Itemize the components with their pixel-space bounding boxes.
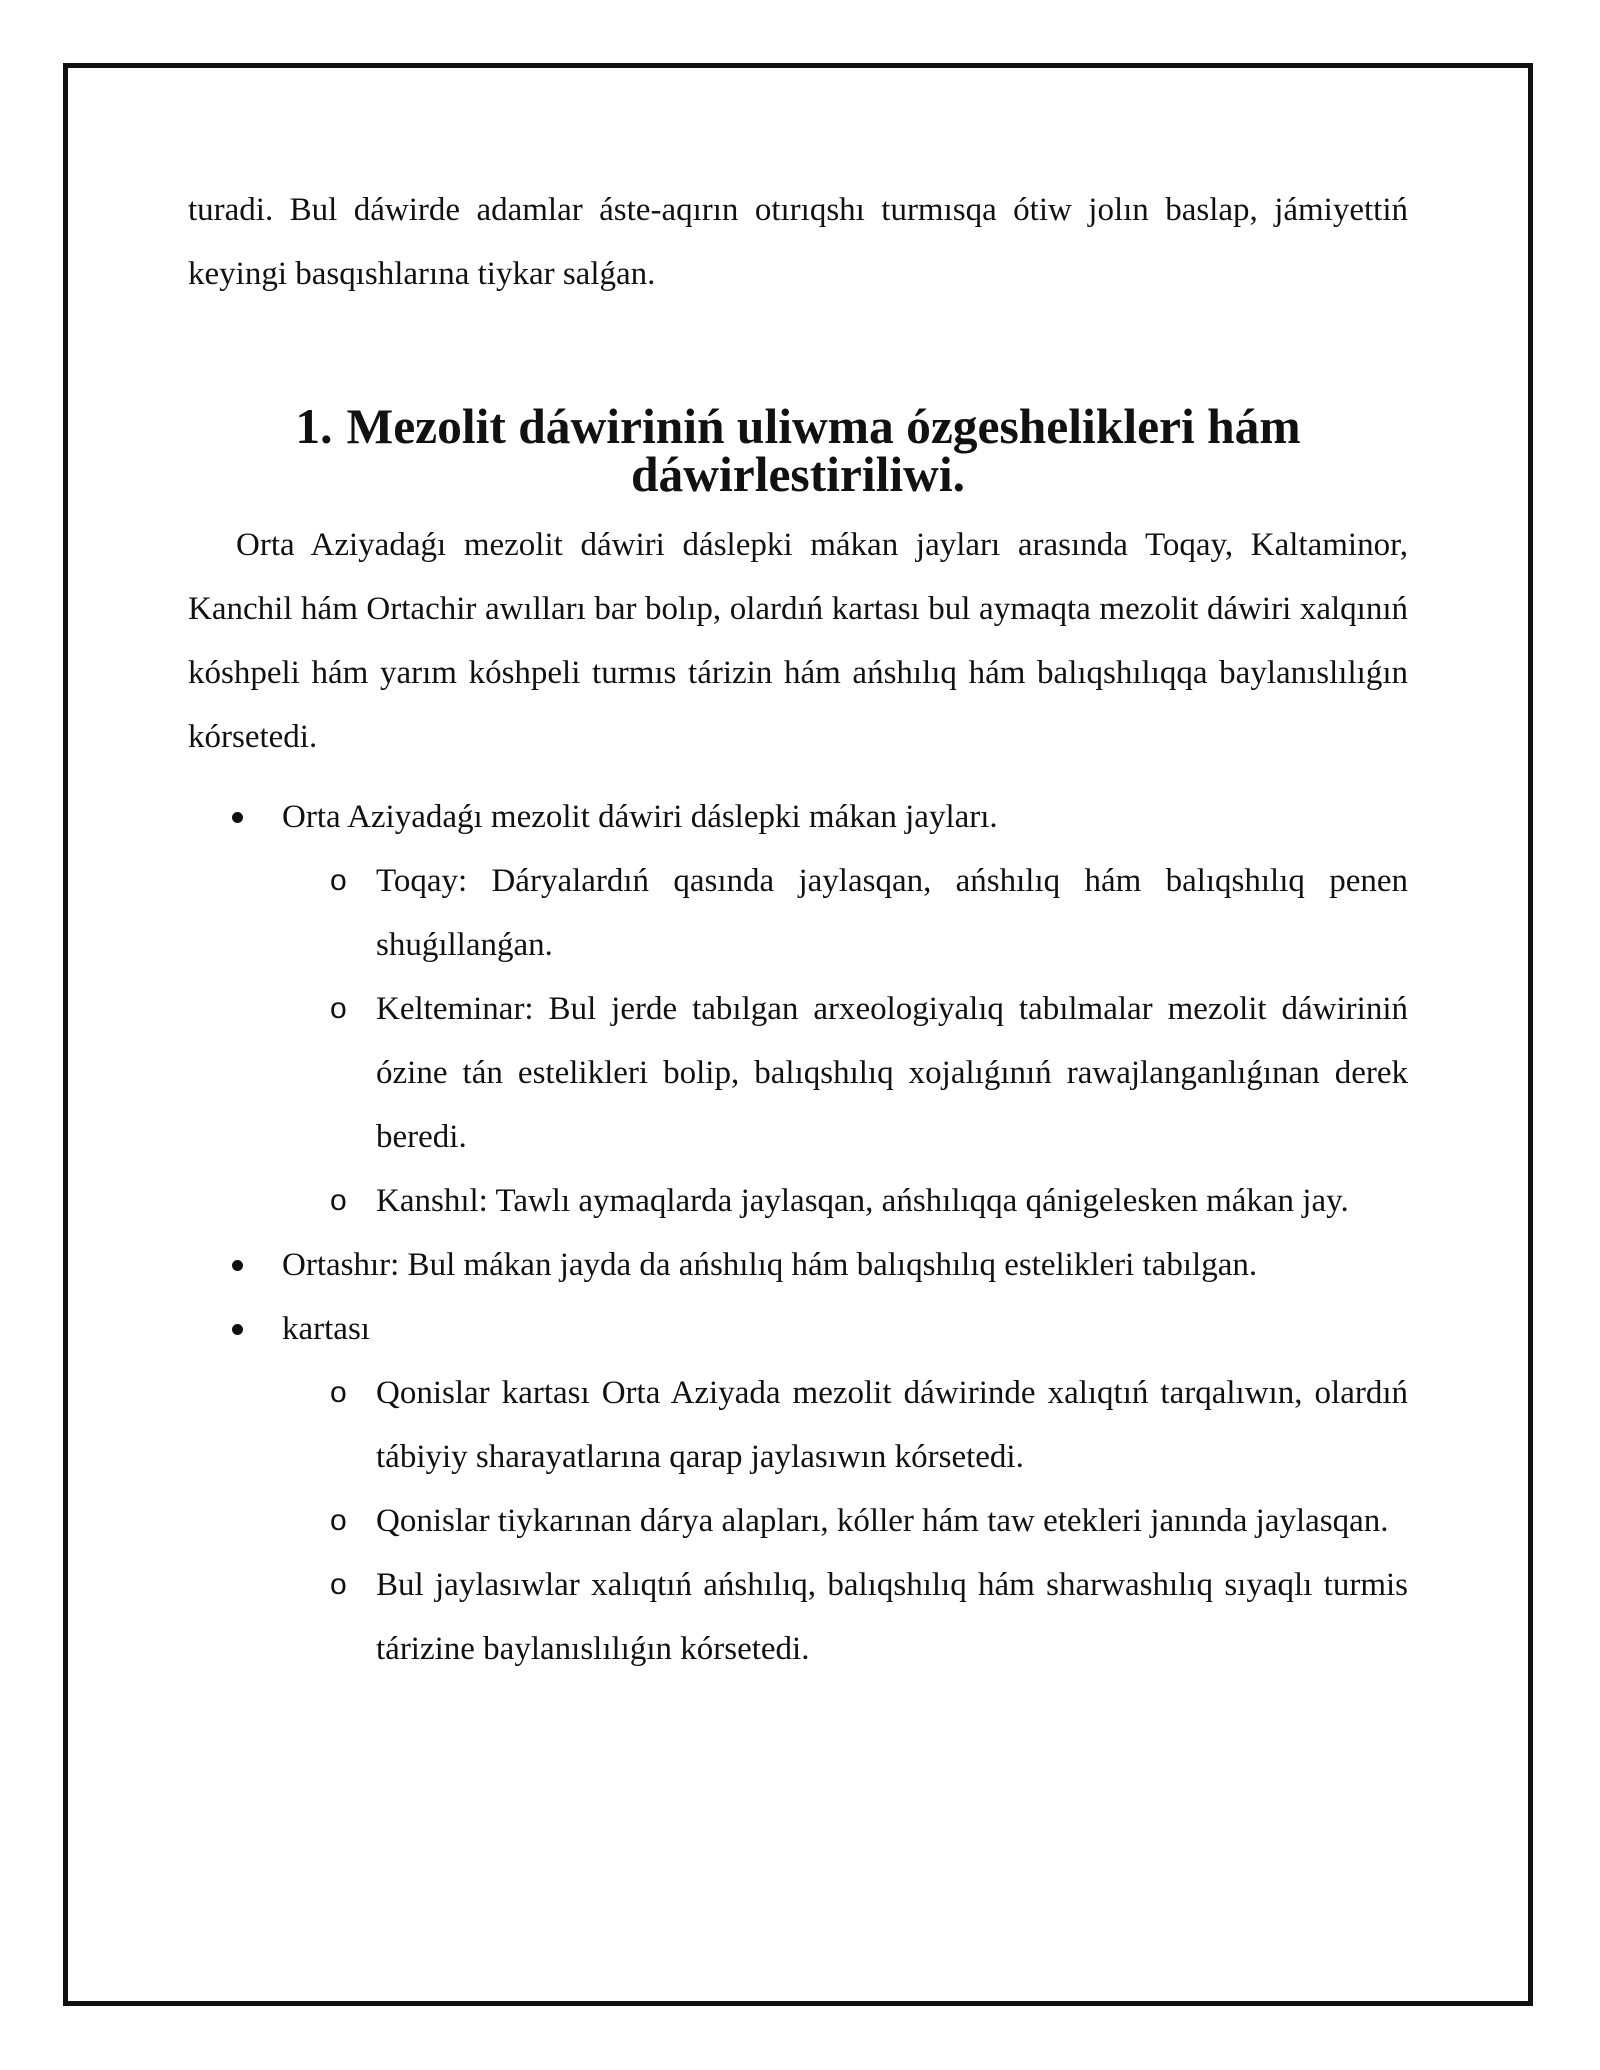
- sub-item: [188, 1361, 1408, 1489]
- circle-bullet-icon: o: [330, 992, 347, 1025]
- bullet-dot-icon: [232, 812, 243, 823]
- circle-bullet-icon: o: [330, 1504, 347, 1537]
- circle-bullet-icon: o: [330, 1376, 347, 1409]
- bullet-item: [188, 1233, 1408, 1297]
- sub-item: [188, 849, 1408, 977]
- bullet-dot-icon: [232, 1260, 243, 1271]
- circle-bullet-icon: o: [330, 1184, 347, 1217]
- sub-item: [188, 1489, 1408, 1553]
- sub-list: [188, 849, 1408, 1233]
- intro-paragraph: turadi. Bul dáwirde adamlar áste-aqırın otırıqshı turmısqa ótiw jolın baslap, jámiyettiń keyingi basqıshlarına tiykar salǵan.: [188, 192, 1408, 292]
- document-body: [188, 178, 1408, 1681]
- section-number: 1.: [295, 399, 333, 454]
- section-heading: [188, 399, 1408, 513]
- bullet-text: Ortashır: Bul mákan jayda da ańshılıq hám balıqshılıq estelikleri tabılgan.: [282, 1247, 1258, 1283]
- sub-item: [188, 977, 1408, 1169]
- sub-item-text: Toqay: Dáryalardıń qasında jaylasqan, ańshılıq hám balıqshılıq penen shuǵıllanǵan.: [376, 863, 1408, 963]
- bullet-list: [188, 785, 1408, 1681]
- sub-item-text: Kanshıl: Tawlı aymaqlarda jaylasqan, ańshılıqqa qánigelesken mákan jay.: [376, 1183, 1349, 1219]
- sub-item-text: Qonislar kartası Orta Aziyada mezolit dáwirinde xalıqtıń tarqalıwın, olardıń tábiyiy sharayatlarına qarap jaylasıwın kórsetedi.: [376, 1375, 1408, 1475]
- bullet-text: Orta Aziyadaǵı mezolit dáwiri dáslepki mákan jayları.: [282, 799, 998, 835]
- sub-item: [188, 1169, 1408, 1233]
- bullet-item: [188, 1297, 1408, 1681]
- circle-bullet-icon: o: [330, 864, 347, 897]
- bullet-item: [188, 785, 1408, 1233]
- circle-bullet-icon: o: [330, 1568, 347, 1601]
- sub-item-text: Kelteminar: Bul jerde tabılgan arxeologiyalıq tabılmalar mezolit dáwiriniń ózine tán estelikleri bolip, balıqshılıq xojalıǵınıń rawajlanganlıǵınan derek beredi.: [376, 991, 1408, 1155]
- sub-list: [188, 1361, 1408, 1681]
- sub-item-text: Qonislar tiykarınan dárya alapları, kóller hám taw etekleri janında jaylasqan.: [376, 1503, 1389, 1539]
- section-title: Mezolit dáwiriniń uliwma ózgeshelikleri hám dáwirlestiriliwi.: [346, 399, 1301, 502]
- sub-item-text: Bul jaylasıwlar xalıqtıń ańshılıq, balıqshılıq hám sharwashılıq sıyaqlı turmis tárizine baylanıslılıǵın kórsetedi.: [376, 1567, 1408, 1667]
- bullet-dot-icon: [232, 1324, 243, 1335]
- sub-item: [188, 1553, 1408, 1681]
- main-paragraph: Orta Aziyadaǵı mezolit dáwiri dáslepki mákan jayları arasında Toqay, Kaltaminor, Kanchil hám Ortachir awılları bar bolıp, olardıń kartası bul aymaqta mezolit dáwiri xalqınıń kóshpeli hám yarım kóshpeli turmıs tárizin hám ańshılıq hám balıqshılıqqa baylanıslılıǵın kórsetedi.: [188, 527, 1408, 755]
- bullet-text: kartası: [282, 1311, 370, 1347]
